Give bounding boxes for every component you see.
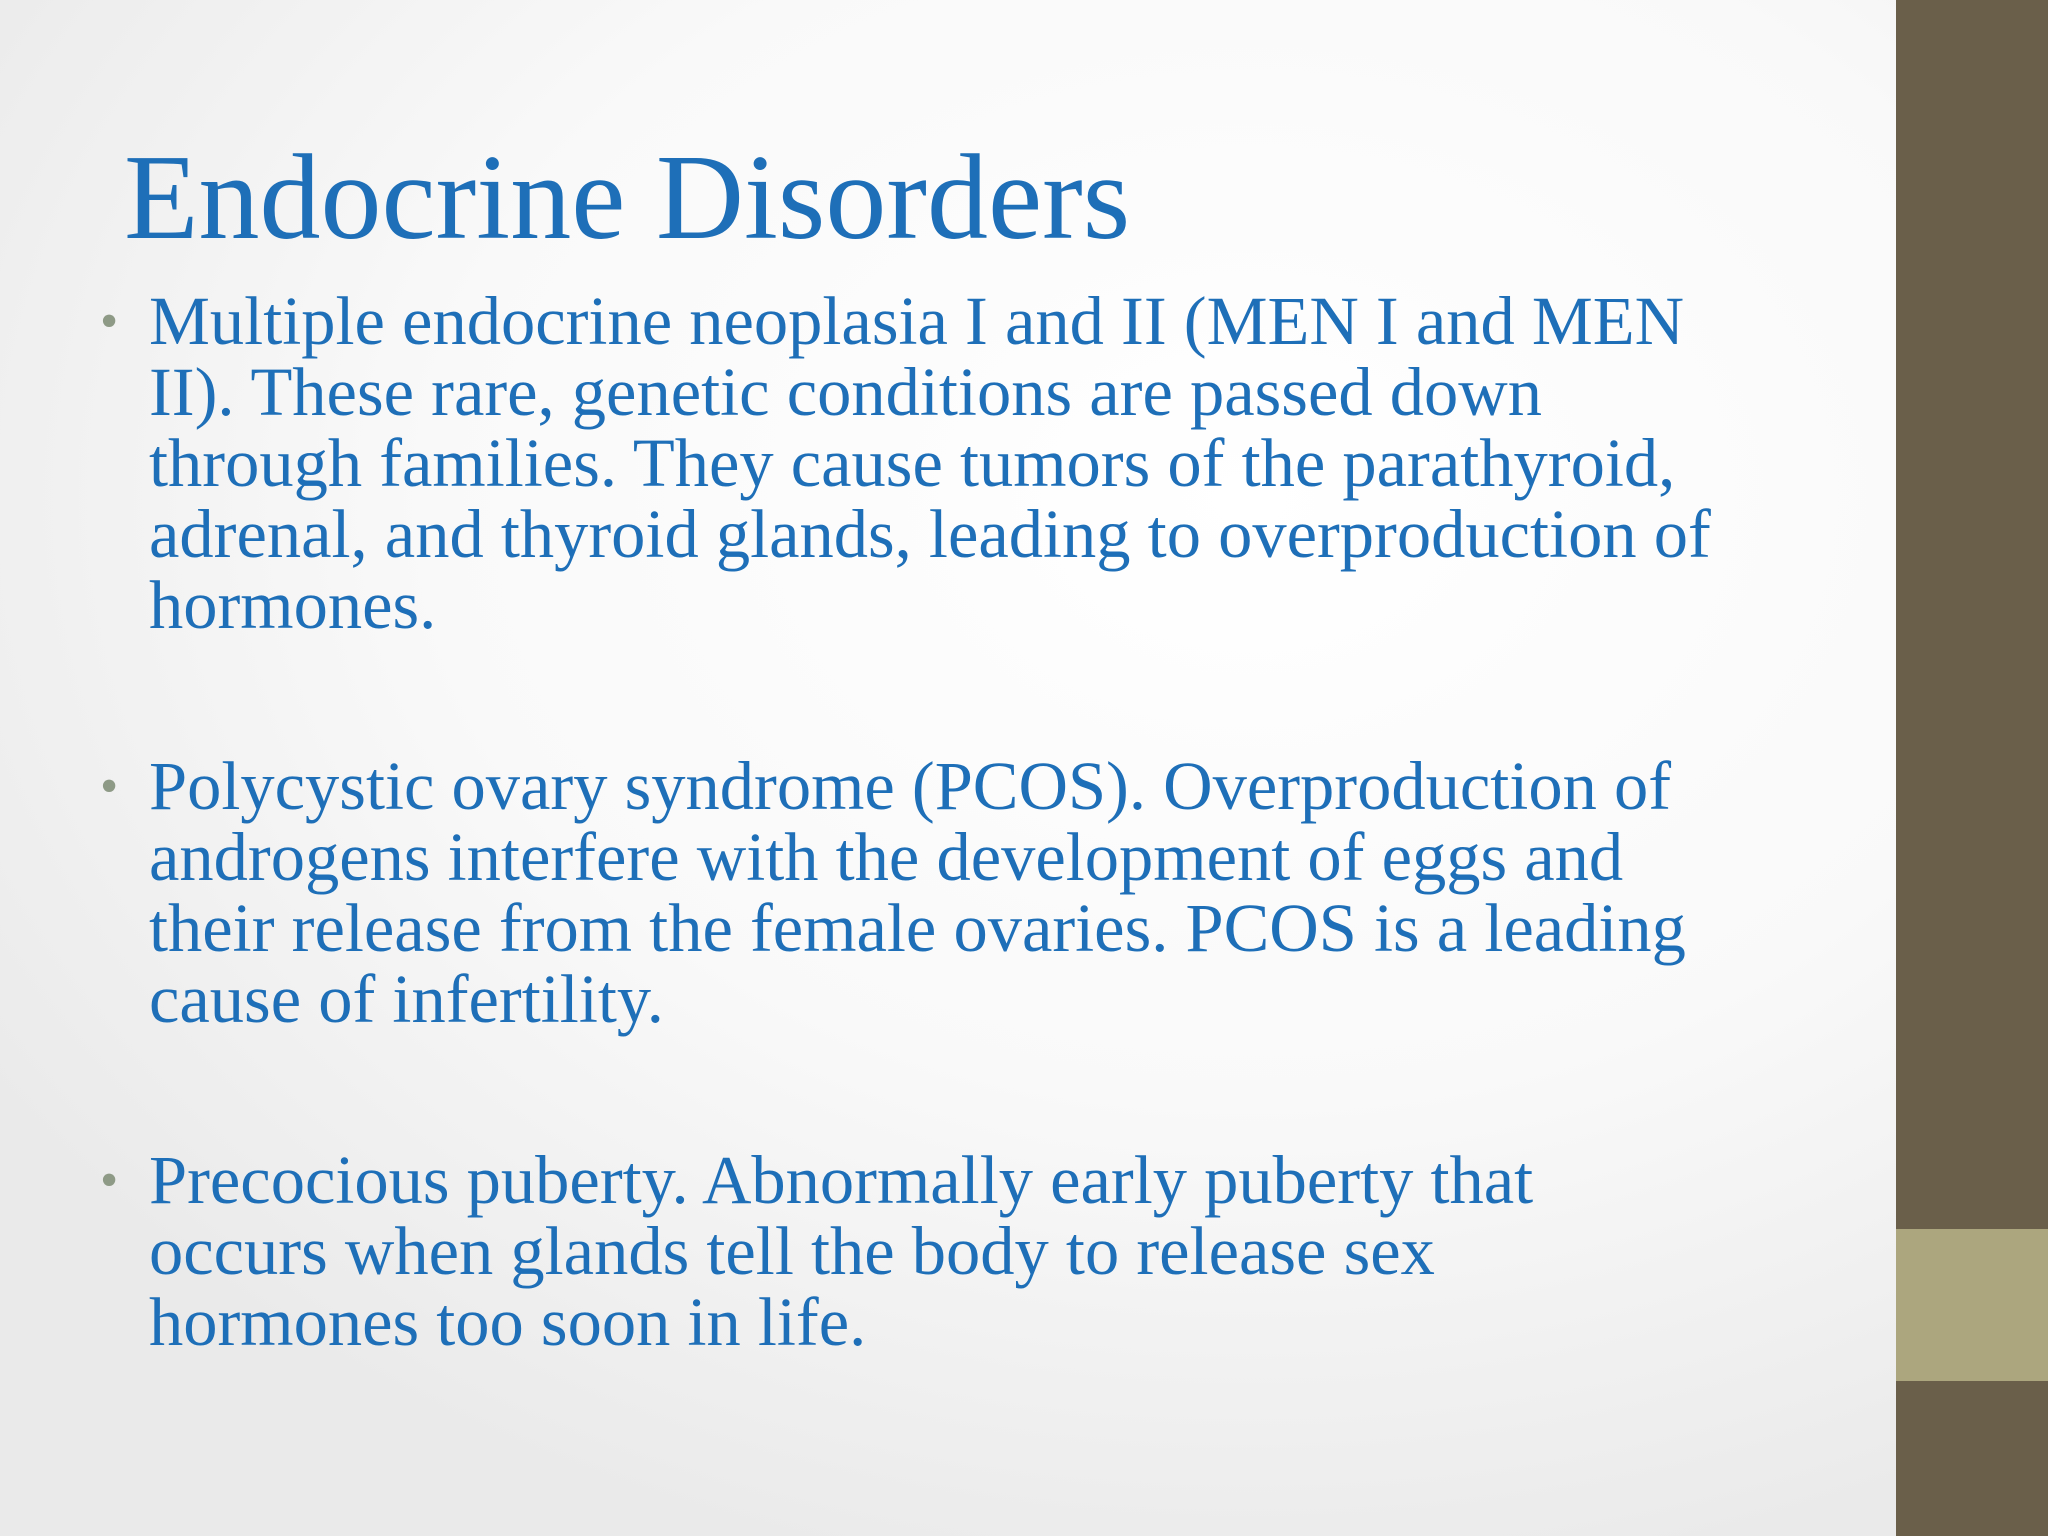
slide-side-accent bbox=[1896, 1229, 2048, 1381]
bullet-text: Precocious puberty. Abnormally early puberty that occurs when glands tell the body to release sex hormones too soon in life. bbox=[149, 1142, 1534, 1360]
bullet-item-precocious-puberty bbox=[96, 1142, 1886, 1360]
slide-title: Endocrine Disorders bbox=[124, 130, 1131, 265]
bullet-text: Polycystic ovary syndrome (PCOS). Overproduction of androgens interfere with the development of eggs and their release from the female ovaries. PCOS is a leading cause of infertility. bbox=[149, 748, 1686, 1037]
bullet-item-pcos bbox=[96, 748, 1886, 1037]
bullet-text: Multiple endocrine neoplasia I and II (MEN I and MEN II). These rare, genetic conditions are passed down through families. They cause tumors of the parathyroid, adrenal, and thyroid glands, leading to overproduction of hormones. bbox=[149, 283, 1711, 643]
bullet-marker: • bbox=[100, 758, 119, 815]
bullet-list bbox=[96, 283, 1886, 1360]
bullet-item-men bbox=[96, 283, 1886, 643]
bullet-marker: • bbox=[100, 1152, 119, 1209]
bullet-marker: • bbox=[100, 293, 119, 350]
